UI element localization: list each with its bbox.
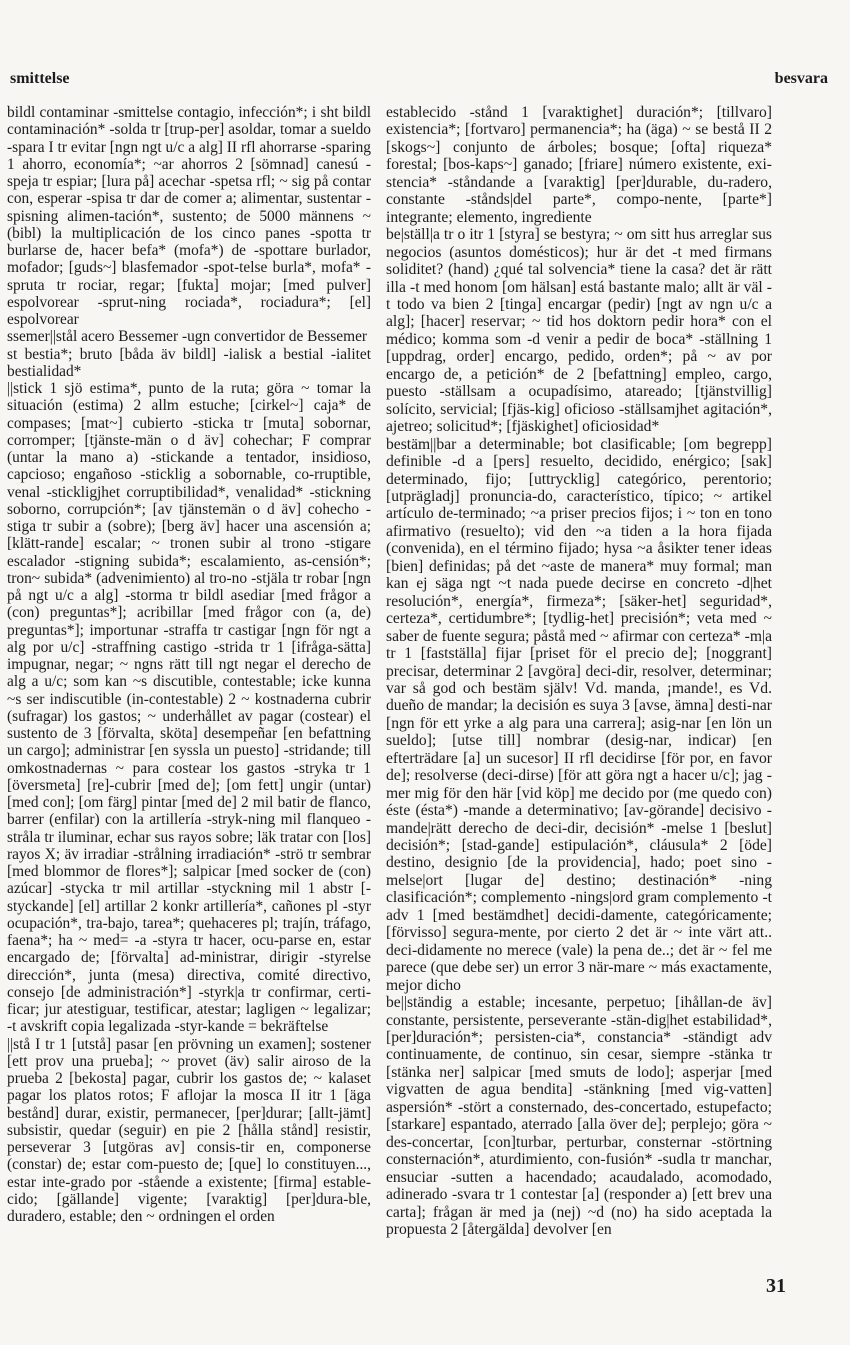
entry-paragraph: be||ständig a estable; incesante, perpetuo; [ihållan-de äv] constante, persistente, perseverante -stän-dig|het estabilidad*, [per]duración*; persisten-cia*, constancia* -ständigt adv continuamente, de continuo, sin cesar, siempre -stänka tr [stänka ner] salpicar [med smuts de lodo]; asperjar [med vigvatten de agua bendita] -stänkning [med vig-vatten] aspersión* -stört a consternado, des-concertado, estupefacto; [starkare] espantado, aterrado [alla över de]; perplejo; göra ~ des-concertar, [con]turbar, perturbar, consternar -störtning consternación*, aturdimiento, con-fusión* -sudla tr manchar, ensuciar -sutten a hacendado; acaudalado, acomodado, adinerado -svara tr 1 contestar [a] (responder a) [ett brev una carta]; frågan är med ja (nej) ~d (no) ha sido aceptada la propuesta 2 [återgälda] devolver [en [386, 994, 772, 1238]
left-guideword: smittelse [10, 70, 70, 87]
running-head [0, 70, 850, 94]
entry-paragraph: ||stå I tr 1 [utstå] pasar [en prövning un examen]; sostener [ett prov una prueba]; ~ provet (äv) salir airoso de la prueba 2 [bekosta] pagar, cubrir los gastos de; ~ kalaset pagar los platos rotos; F aflojar la mosca II itr 1 [äga bestånd] durar, existir, permanecer, [per]durar; [allt-jämt] subsistir, quedar (seguir) en pie 2 [hålla stånd] resistir, perseverar 3 [utgöras av] consis-tir en, componerse (constar) de; estar com-puesto de; [que] lo constituyen..., estar inte-grado por -stående a existente; [firma] estable-cido; [gällande] vigente; [varaktig] [per]dura-ble, duradero, estable; den ~ ordningen el orden [7, 1035, 371, 1225]
entry-paragraph: bildl contaminar -smittelse contagio, infección*; i sht bildl contaminación* -solda tr [trup-per] asoldar, tomar a sueldo -spara I tr evitar [ngn ngt u/c a alg] II rfl ahorrarse -sparing 1 ahorro, economía*; ~ar ahorros 2 [sömnad] canesú -speja tr espiar; [lura på] acechar -spetsa rfl; ~ sig på contar con, esperar -spisa tr dar de comer a; alimentar, sustentar -spisning alimen-tación*, sustento; de 5000 männens ~ (bibl) la multiplicación de los cinco panes -spotta tr burlarse de, hacer befa* (mofa*) de -spottare burlador, mofador; [guds~] blasfemador -spot-telse burla*, mofa* -spruta tr rociar, regar; [fukta] mojar; [med pulver] espolvorear -sprut-ning rociada*, rociadura*; [el] espolvorear [7, 104, 371, 328]
entry-paragraph: ||stick 1 sjö estima*, punto de la ruta; göra ~ tomar la situación (estima) 2 allm estuche; [cirkel~] caja* de compases; [mat~] cubierto -sticka tr [muta] sobornar, corromper; [tjänste-män o d äv] cohechar; F comprar (untar la mano a) -stickande a tentador, insidioso, capcioso; engañoso -sticklig a sobornable, co-rruptible, venal -stickligjhet corruptibilidad*, venalidad* -stickning soborno, corrupción*; [av tjänstemän o d äv] cohecho -stiga tr subir a (sobre); [berg äv] hacer una ascensión a; [klätt-rande] escalar; ~ tronen subir al trono -stigare escalador -stigning subida*; escalamiento, as-censión*; tron~ subida* (advenimiento) al tro-no -stjäla tr robar [ngn på ngt u/c a alg] -storma tr bildl asediar [med frågor a (con) preguntas*]; acribillar [med frågor con (a, de) preguntas*]; importunar -straffa tr castigar [ngn för ngt a alg por u/c] -straffning castigo -strida tr 1 [ifråga-sätta] impugnar, negar; ~ ngns rätt till ngt negar el derecho de alg a u/c; som kan ~s discutible, contestable; icke kunna ~s ser indiscutible (in-contestable) 2 ~ kostnaderna cubrir (sufragar) los gastos; ~ underhållet av pagar (costear) el sustento de 3 [förvalta, sköta] desempeñar [en befattning un cargo]; administrar [en syssla un puesto] -stridande; till omkostnadernas ~ para costear los gastos -stryka tr 1 [översmeta] [re]-cubrir [med de]; [om fett] ungir (untar) [med con]; [om färg] pintar [med de] 2 mil batir de flanco, barrer (enfilar) con la artillería -stryk-ning mil flanqueo -stråla tr iluminar, echar sus rayos sobre; läk tratar con [los] rayos X; äv irradiar -strålning irradiación* -strö tr sembrar [med blommor de flores*]; salpicar [med socker de (con) azúcar] -stycka tr mil artillar -styckning mil 1 abstr [-styckande] [el] artillar 2 konkr artillería*, cañones pl -styr ocupación*, tra-bajo, tarea*; quehaceres pl; trajín, tráfago, faena*; ha ~ med= -a -styra tr hacer, ocu-parse en, estar encargado de; [förvalta] ad-ministrar, dirigir -styrelse dirección*, junta (mesa) directiva, comité directivo, consejo [de administración*] -styrk|a tr confirmar, certi-ficar; jur atestiguar, testificar, atestar; lagligen ~ legalizar; -t avskrift copia legalizada -styr-kande = bekräftelse [7, 380, 371, 1036]
right-column [386, 104, 772, 1238]
left-column [7, 104, 371, 1225]
entry-paragraph: st bestia*; bruto [båda äv bildl] -ialisk a bestial -ialitet bestialidad* [7, 345, 371, 380]
entry-paragraph: bestäm||bar a determinable; bot clasificable; [om begrepp] definible -d a [pers] resuelto, decidido, enérgico; [sak] determinado, fijo; [uttrycklig] categórico, perentorio; [utprägladj] pronuncia-do, característico, típico; ~ artikel artículo de-terminado; ~a priser precios fijos; i ~ ton en tono afirmativo (resuelto); vid den ~a tiden a la hora fijada (convenida), en el término fijado; hysa ~a åsikter tener ideas [bien] definidas; på det ~aste de manera* muy formal; man kan ej säga ngt ~t nada puede decirse en concreto -d|het resolución*, energía*, firmeza*; [säker-het] seguridad*, certeza*, certidumbre*; [tydlig-het] precisión*; veta med ~ saber de fuente segura; påstå med ~ afirmar con certeza* -m|a tr 1 [fastställa] fijar [priset för el precio de]; [noggrant] precisar, determinar 2 [avgöra] deci-dir, resolver, determinar; var så god och bestäm själv! Vd. manda, ¡mande!, es Vd. dueño de mandar; la decisión es suya 3 [avse, ämna] desti-nar [ngn för ett yrke a alg para una carrera]; asig-nar [en lön un sueldo]; [utse till] nombrar (desig-nar, indicar) [en efterträdare [a] un sucesor] II rfl decidirse [för por, en favor de]; resolverse (deci-dirse) [för att göra ngt a hacer u/c]; jag -mer mig för den här [vid köp] me decido por (me quedo con) éste (ésta*) -mande a determinativo; [av-görande] decisivo -mande|rätt derecho de deci-dir, decisión* -melse 1 [beslut] decisión*; [stad-gande] estipulación*, cláusula* 2 [öde] destino, designio [de la providencia], hado; poet sino -melse|ort [lugar de] destino; destinación* -ning clasificación*; complemento -nings|ord gram complemento -t adv 1 [med bestämdhet] decidi-damente, categóricamente; [förvisso] segura-mente, por cierto 2 det är ~ inte värt att.. deci-didamente no merece (vale) la pena de..; det är ~ fel me parece (que debe ser) un error 3 när-mare ~ más exactamente, mejor dicho [386, 435, 772, 994]
entry-paragraph: ssemer||stål acero Bessemer -ugn convertidor de Bessemer [7, 328, 368, 346]
entry-paragraph: establecido -stånd 1 [varaktighet] duración*; [tillvaro] existencia*; [fortvaro] permanencia*; ha (äga) ~ se bestå II 2 [skogs~] conjunto de árboles; bosque; [ofta] riqueza* forestal; [bos-kaps~] ganado; [friare] número existente, exi-stencia* -ståndande a [varaktig] [per]durable, du-radero, constante -stånds|del parte*, compo-nente, [parte*] integrante; elemento, ingrediente [386, 104, 772, 226]
page-number: 31 [766, 1275, 786, 1297]
entry-paragraph: be|ställ|a tr o itr 1 [styra] se bestyra; ~ om sitt hus arreglar sus negocios (asuntos domésticos); hur är det -t med firmans soliditet? (hand) ¿qué tal solvencia* tiene la casa? det är rätt illa -t med honom [om hälsan] está bastante malo; allt är väl -t todo va bien 2 [tinga] encargar (pedir) [ngt av ngn u/c a alg]; [hacer] reservar; ~ tid hos doktorn pedir hora* con el médico; komma som -d venir a pedir de boca* -ställning 1 [uppdrag, order] encargo, pedido, orden*; på ~ av por encargo de, a petición* de 2 [befattning] empleo, cargo, puesto -ställsam a ocupadísimo, atareado; [tjänstvillig] solícito, servicial; [fjäs-kig] oficioso -ställsamjhet agitación*, ajetreo; solicitud*; [fjäskighet] oficiosidad* [386, 226, 772, 436]
right-guideword: besvara [774, 70, 828, 87]
